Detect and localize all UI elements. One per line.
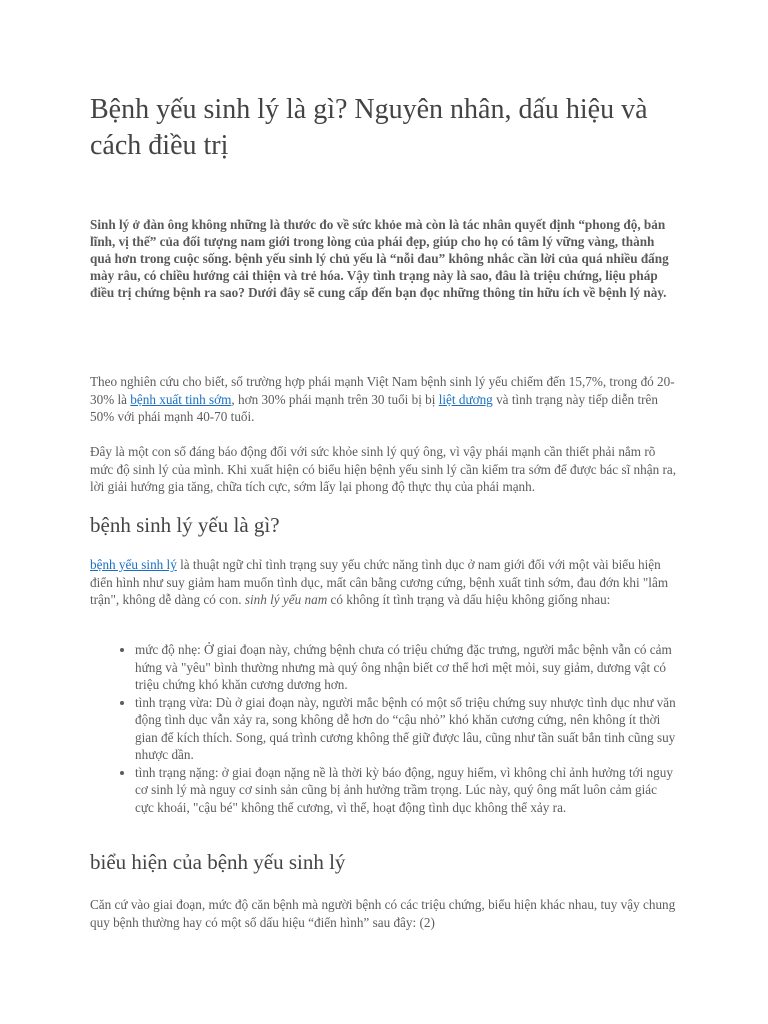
paragraph-warning: Đây là một con số đáng báo động đối với sức khỏe sinh lý quý ông, vì vậy phái mạnh cần thiết phải nắm rõ mức độ sinh lý của mình. Khi xuất hiện có biểu hiện bệnh yếu sinh lý cần kiểm tra sớm để được bác sĩ nhận ra, lời giải hướng gia tăng, chữa tích cực, sớm lấy lại phong độ thực thụ của phái mạnh.	[90, 444, 677, 494]
list-item-mild: • mức độ nhẹ: Ở giai đoạn này, chứng bệnh chưa có triệu chứng đặc trưng, người mắc bệnh vẫn có cảm hứng và "yêu" bình thường nhưng mà quý ông nhận biết cơ thể hơi mệt mỏi, suy giảm, dương vật có triệu chứng khó khăn cương dương hơn.	[135, 641, 678, 694]
link-impotence[interactable]: liệt dương	[438, 391, 493, 407]
paragraph-definition	[90, 556, 678, 609]
paragraph-text: có không ít tình trạng và dấu hiệu không giống nhau:	[327, 592, 611, 607]
emphasis-text: sinh lý yếu nam	[244, 592, 328, 607]
intro-paragraph: Sinh lý ở đàn ông không những là thước đo về sức khỏe mà còn là tác nhân quyết định “phong độ, bản lĩnh, vị thế” của đối tượng nam giới trong lòng của phái đẹp, giúp cho họ có tâm lý vững vàng, thành quả hơn trong cuộc sống. bệnh yếu sinh lý chủ yếu là “nỗi đau” không nhắc cần lời của quá nhiều đấng mày râu, có chiều hướng cải thiện và trẻ hóa. Vậy tình trạng này là sao, đâu là triệu chứng, liệu pháp điều trị chứng bệnh ra sao? Dưới đây sẽ cung cấp đến bạn đọc những thông tin hữu ích về bệnh lý này.	[90, 217, 669, 300]
severity-list	[90, 641, 678, 816]
paragraph-text: , hơn 30% phái mạnh trên 30 tuổi bị bị	[231, 391, 439, 407]
list-item-moderate: • tình trạng vừa: Dù ở giai đoạn này, người mắc bệnh có một số triệu chứng suy nhược tình dục như văn động tình dục vẫn xảy ra, song không dễ hơn do “cậu nhỏ” khó khăn cương cứng, nên không ít thời gian để kích thích. Song, quá trình cương không thể giữ được lâu, cũng như tần suất bắn tinh cũng suy nhược dần.	[135, 694, 678, 764]
paragraph-text: Theo nghiên cứu cho biết, số trường hợp phái mạnh Việt Nam bệnh sinh lý yếu chiếm đến 15,7%, trong đó 20-30% là	[90, 374, 675, 407]
list-item-severe: • tình trạng nặng: ở giai đoạn nặng nề là thời kỳ báo động, nguy hiểm, vì không chỉ ảnh hưởng tới nguy cơ sinh lý mà nguy cơ sinh sản cũng bị ảnh hưởng trầm trọng. Lúc này, quý ông mất luôn cảm giác cực khoái, "cậu bé" không thể cương, vì thế, hoạt động tình dục không thể xảy ra.	[135, 764, 678, 817]
link-premature-ejaculation[interactable]: bệnh xuất tinh sớm	[130, 391, 232, 407]
paragraph-statistics	[90, 373, 678, 426]
paragraph-text: và tình trạng này tiếp diễn trên 50% với phái mạnh 40-70 tuổi.	[90, 391, 658, 424]
paragraph-text: là thuật ngữ chỉ tình trạng suy yếu chức năng tình dục ở nam giới đối với một vài biểu hiện điển hình như suy giảm ham muốn tình dục, mất cân bằng cương cứng, bệnh xuất tinh sớm, đau đớn khi "lâm trận", không dễ dàng có con.	[90, 557, 669, 607]
page-title: Bệnh yếu sinh lý là gì? Nguyên nhân, dấu hiệu và cách điều trị	[90, 94, 648, 161]
section-heading-definition: bệnh sinh lý yếu là gì?	[90, 513, 280, 537]
link-weak-physiology[interactable]: bệnh yếu sinh lý	[90, 557, 177, 572]
paragraph-symptoms: Căn cứ vào giai đoạn, mức độ căn bệnh mà người bệnh có các triệu chứng, biểu hiện khác nhau, tuy vậy chung quy bệnh thường hay có một số dấu hiệu “điển hình” sau đây: (2)	[90, 897, 676, 930]
section-heading-symptoms: biểu hiện của bệnh yếu sinh lý	[90, 850, 346, 874]
